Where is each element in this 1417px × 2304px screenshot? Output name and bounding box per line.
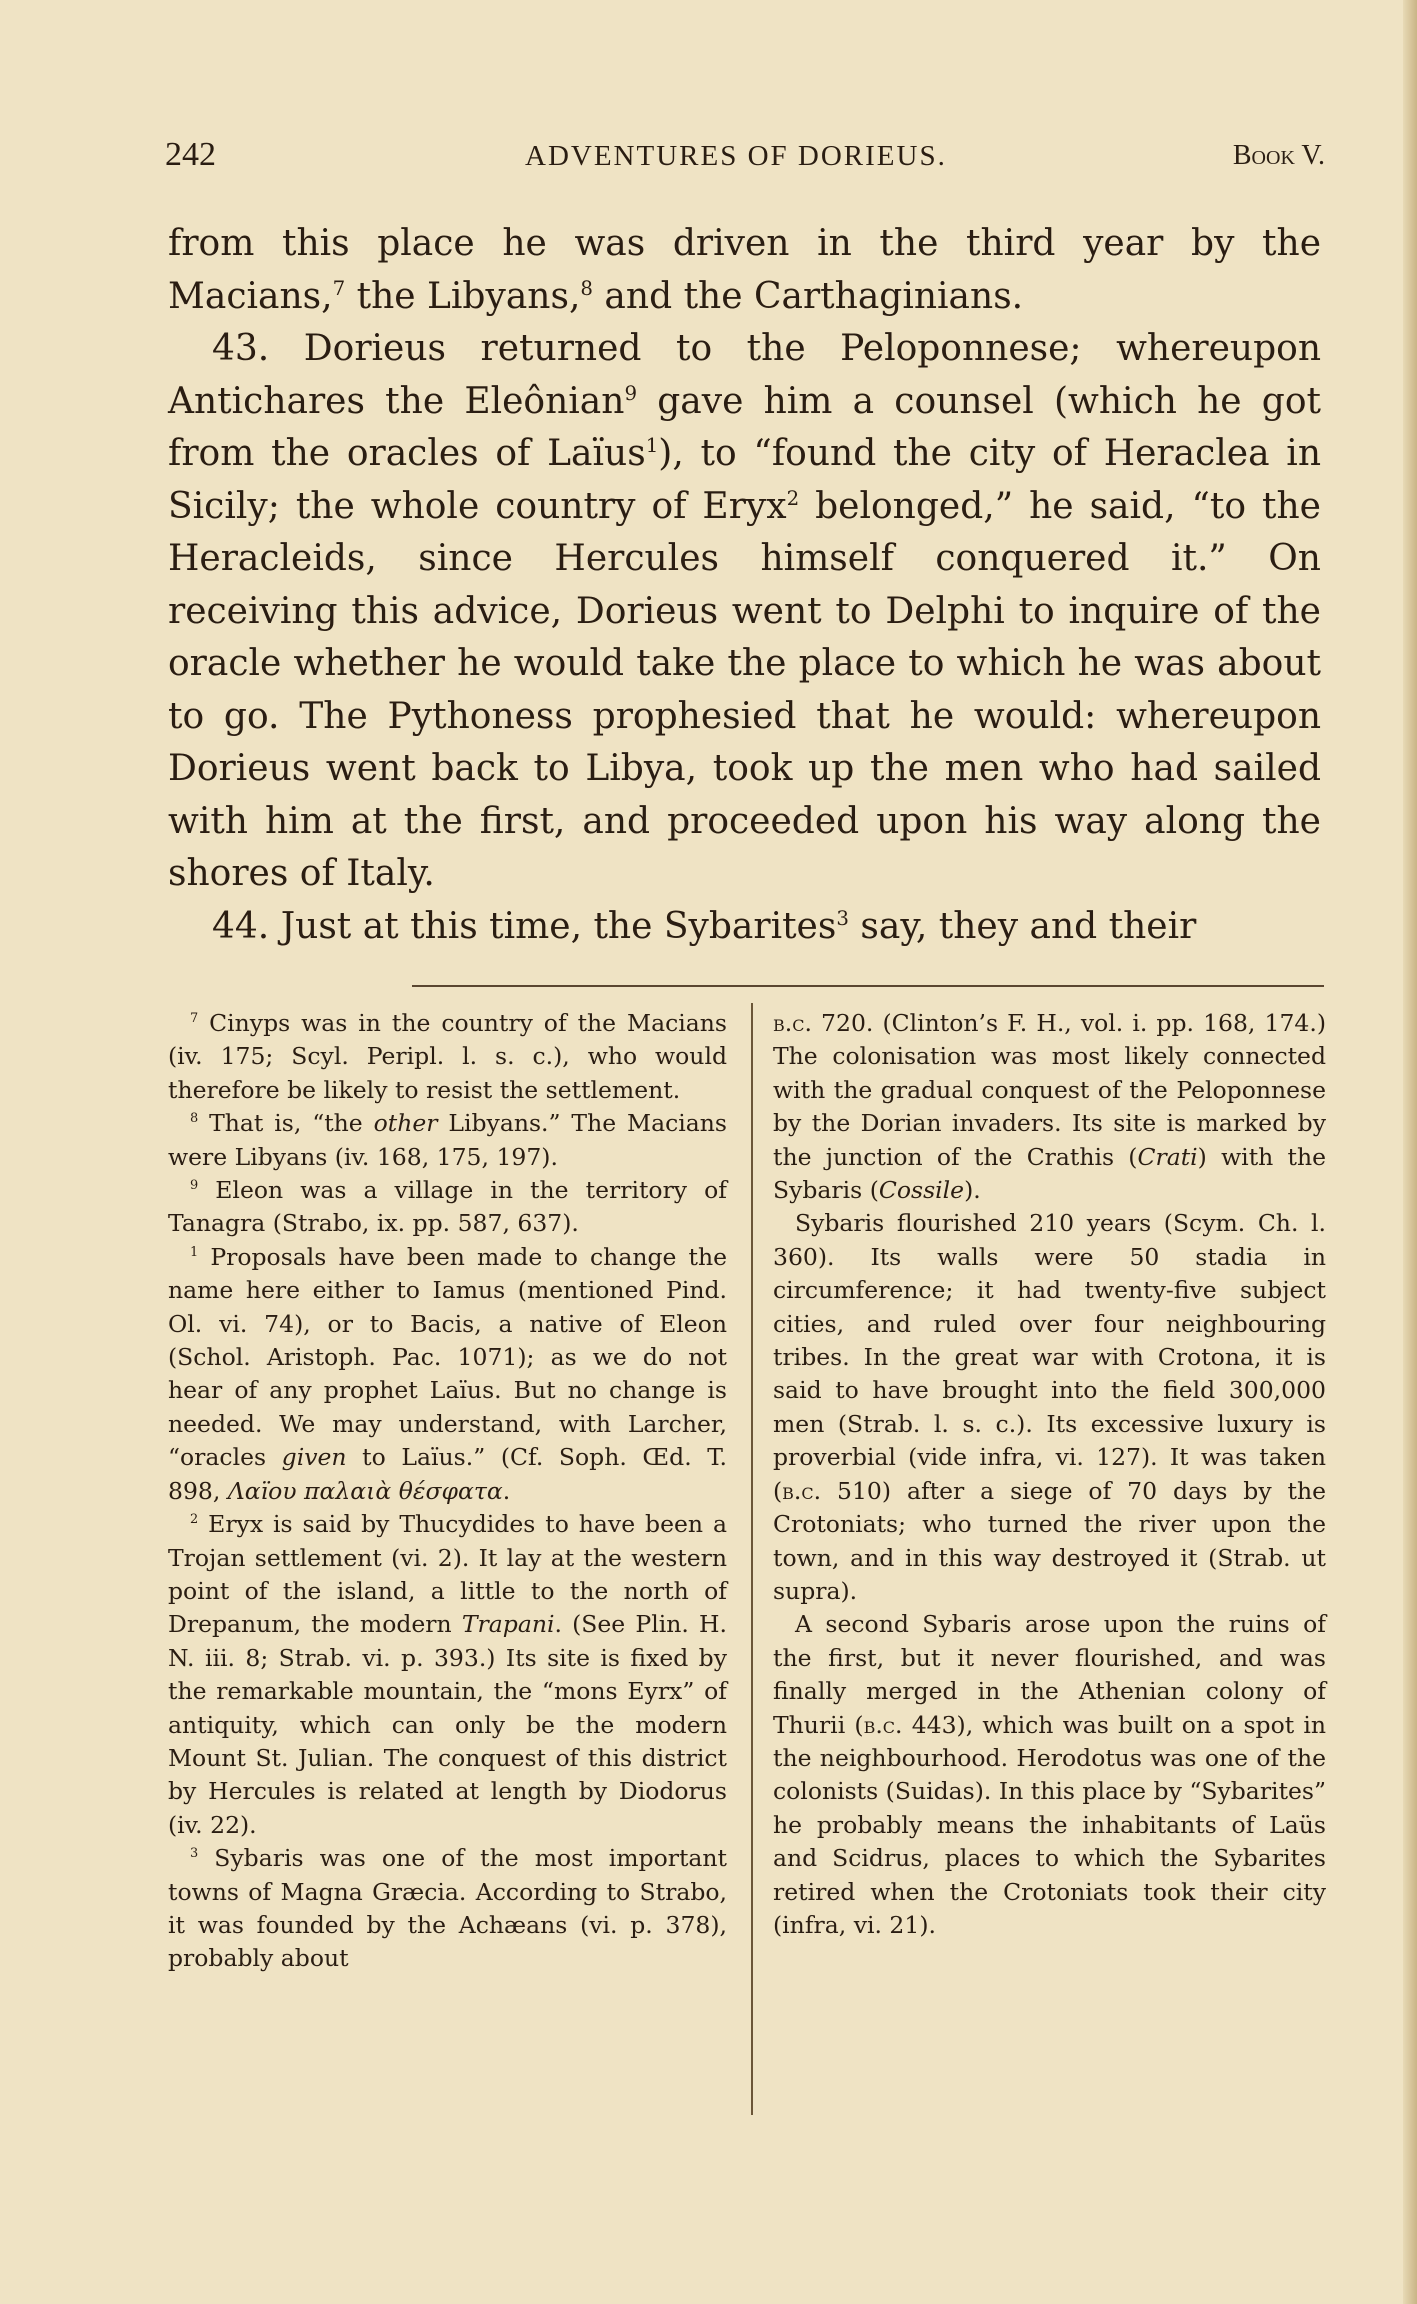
footnote-mark: 2: [190, 1512, 199, 1528]
footnotes-left-column: [168, 1007, 727, 1976]
footnote-mark: 3: [190, 1846, 199, 1862]
footnote-text: 720. (Clinton’s F. H., vol. i. pp. 168, 174.) The colonisation was most likely connected with the gradual conquest of the Peloponnese by the Dorian invaders. Its site is marked by the junction of the Crathis (: [773, 1009, 1326, 1171]
footnote-text: 510) after a siege of 70 days by the Crotoniats; who turned the river upon the town, and in this way destroyed it (Strab. ut supra).: [773, 1476, 1326, 1605]
footnote-emphasis: other: [373, 1109, 438, 1138]
running-title: ADVENTURES OF DORIEUS.: [525, 140, 947, 172]
footnote-1: [168, 1241, 727, 1508]
footnote-text: to Laïus.” (Cf. Soph. Œd. T. 898,: [168, 1443, 727, 1505]
footnote-mark: 7: [190, 1011, 199, 1027]
paragraph-continuation: [168, 218, 1321, 323]
footnote-text: Proposals have been made to change the name here either to Iamus (mentioned Pind. Ol. vi. 74), or to Bacis, a native of Eleon (Schol. Aristoph. Pac. 1071); as we do not hear of any prophet Laïus. But no change is needed. We may understand, with Larcher, “oracles: [168, 1242, 727, 1472]
page-edge: [1403, 0, 1417, 2304]
text-run: 44. Just at this time, the Sybarites: [212, 905, 837, 947]
footnote-mark: 8: [190, 1111, 199, 1127]
footnote-separator: [412, 985, 1324, 987]
footnote-8: [168, 1107, 727, 1174]
footnote-text: A second Sybaris arose upon the ruins of the first, but it never flourished, and was finally merged in the Athenian colony of Thurii (: [773, 1610, 1326, 1739]
footnote-emphasis: Trapani: [461, 1610, 555, 1639]
paragraph-44: [168, 901, 1321, 954]
footnote-2: [168, 1508, 727, 1842]
footnote-3-continued: [773, 1007, 1326, 1207]
footnote-ref: 1: [645, 434, 659, 457]
footnote-3-paragraph-3: [773, 1608, 1326, 1942]
text-run: 43. Dorieus returned to the Peloponnese; whereupon Antichares the Eleônian: [168, 328, 1321, 422]
text-run: from this place he was driven in the third year by the Macians,: [168, 223, 1321, 317]
footnote-ref: 2: [786, 486, 800, 510]
footnote-text: Libyans.” The Macians were Libyans (iv. 168, 175, 197).: [168, 1109, 727, 1171]
footnote-7: [168, 1007, 727, 1107]
page-number: 242: [165, 136, 216, 173]
footnote-text: .: [502, 1476, 511, 1505]
footnote-3-paragraph-2: [773, 1207, 1326, 1608]
running-header: [165, 136, 1325, 176]
paragraph-43: [168, 323, 1321, 901]
footnote-emphasis: Crati: [1137, 1142, 1198, 1171]
text-run: the Libyans,: [345, 275, 581, 317]
footnote-mark: 1: [190, 1245, 199, 1261]
footnote-text: 443), which was built on a spot in the neighbourhood. Herodotus was one of the colonists (Suidas). In this place by “Sybarites” he probably means the inhabitants of Laüs and Scidrus, places to which the Sybarites retired when the Crotoniats took their city (infra, vi. 21).: [773, 1710, 1326, 1939]
text-run: gave him a counsel (which he got from the oracles of Laïus: [168, 380, 1321, 474]
footnote-emphasis: given: [281, 1443, 347, 1472]
greek-quotation: Λαïου παλαιὰ θέσφατα: [227, 1476, 503, 1505]
text-run: say, they and their: [848, 905, 1197, 947]
footnote-3: [168, 1842, 727, 1976]
era-abbrev: b.c.: [773, 1009, 812, 1037]
footnote-ref: 8: [580, 276, 593, 300]
footnote-text: ) with the Sybaris (: [773, 1142, 1326, 1205]
footnote-text: Eleon was a village in the territory of Tanagra (Strabo, ix. pp. 587, 637).: [168, 1176, 727, 1238]
footnote-ref: 3: [836, 906, 849, 930]
main-text: [168, 218, 1321, 953]
footnote-text: Eryx is said by Thucydides to have been a Trojan settlement (vi. 2). It lay at the western point of the island, a little to the north of Drepanum, the modern: [168, 1510, 727, 1639]
footnote-text: That is, “the: [198, 1109, 374, 1138]
footnote-9: [168, 1174, 727, 1241]
footnote-text: Cinyps was in the country of the Macians (iv. 175; Scyl. Peripl. l. s. c.), who would therefore be likely to resist the settlement.: [168, 1009, 727, 1104]
column-divider: [751, 1003, 753, 2115]
era-abbrev: b.c.: [863, 1710, 903, 1739]
footnote-ref: 7: [332, 276, 346, 300]
footnote-text: ).: [964, 1176, 981, 1205]
footnote-ref: 9: [624, 381, 638, 405]
footnote-text: Sybaris was one of the most important towns of Magna Græcia. According to Strabo, it was founded by the Achæans (vi. p. 378), probably about: [168, 1844, 727, 1973]
footnote-text: Sybaris flourished 210 years (Scym. Ch. l. 360). Its walls were 50 stadia in circumference; it had twenty-five subject cities, and ruled over four neighbouring tribes. In the great war with Crotona, it is said to have brought into the field 300,000 men (Strab. l. s. c.). Its excessive luxury is proverbial (vide infra, vi. 127). It was taken (: [773, 1209, 1326, 1505]
text-run: belonged,” he said, “to the Heracleids, since Hercules himself conquered it.” On receiving this advice, Dorieus went to Delphi to inquire of the oracle whether he would take the place to which he was about to go. The Pythoness prophesied that he would: whereupon Dorieus went back to Libya, took up the men who had sailed with him at the first, and proceeded upon his way along the shores of Italy.: [168, 485, 1321, 894]
footnote-mark: 9: [190, 1178, 199, 1194]
text-run: and the Carthaginians.: [592, 275, 1024, 317]
footnotes-right-column: [773, 1007, 1326, 1942]
era-abbrev: b.c.: [782, 1476, 822, 1505]
footnote-text: . (See Plin. H. N. iii. 8; Strab. vi. p. 393.) Its site is fixed by the remarkable mountain, the “mons Eyrx” of antiquity, which can only be the modern Mount St. Julian. The conquest of this district by Hercules is related at length by Diodorus (iv. 22).: [168, 1610, 727, 1839]
text-run: ), to “found the city of Heraclea in Sicily; the whole country of Eryx: [168, 433, 1321, 527]
footnote-emphasis: Cossile: [878, 1176, 965, 1205]
book-label: Book V.: [1232, 140, 1325, 171]
